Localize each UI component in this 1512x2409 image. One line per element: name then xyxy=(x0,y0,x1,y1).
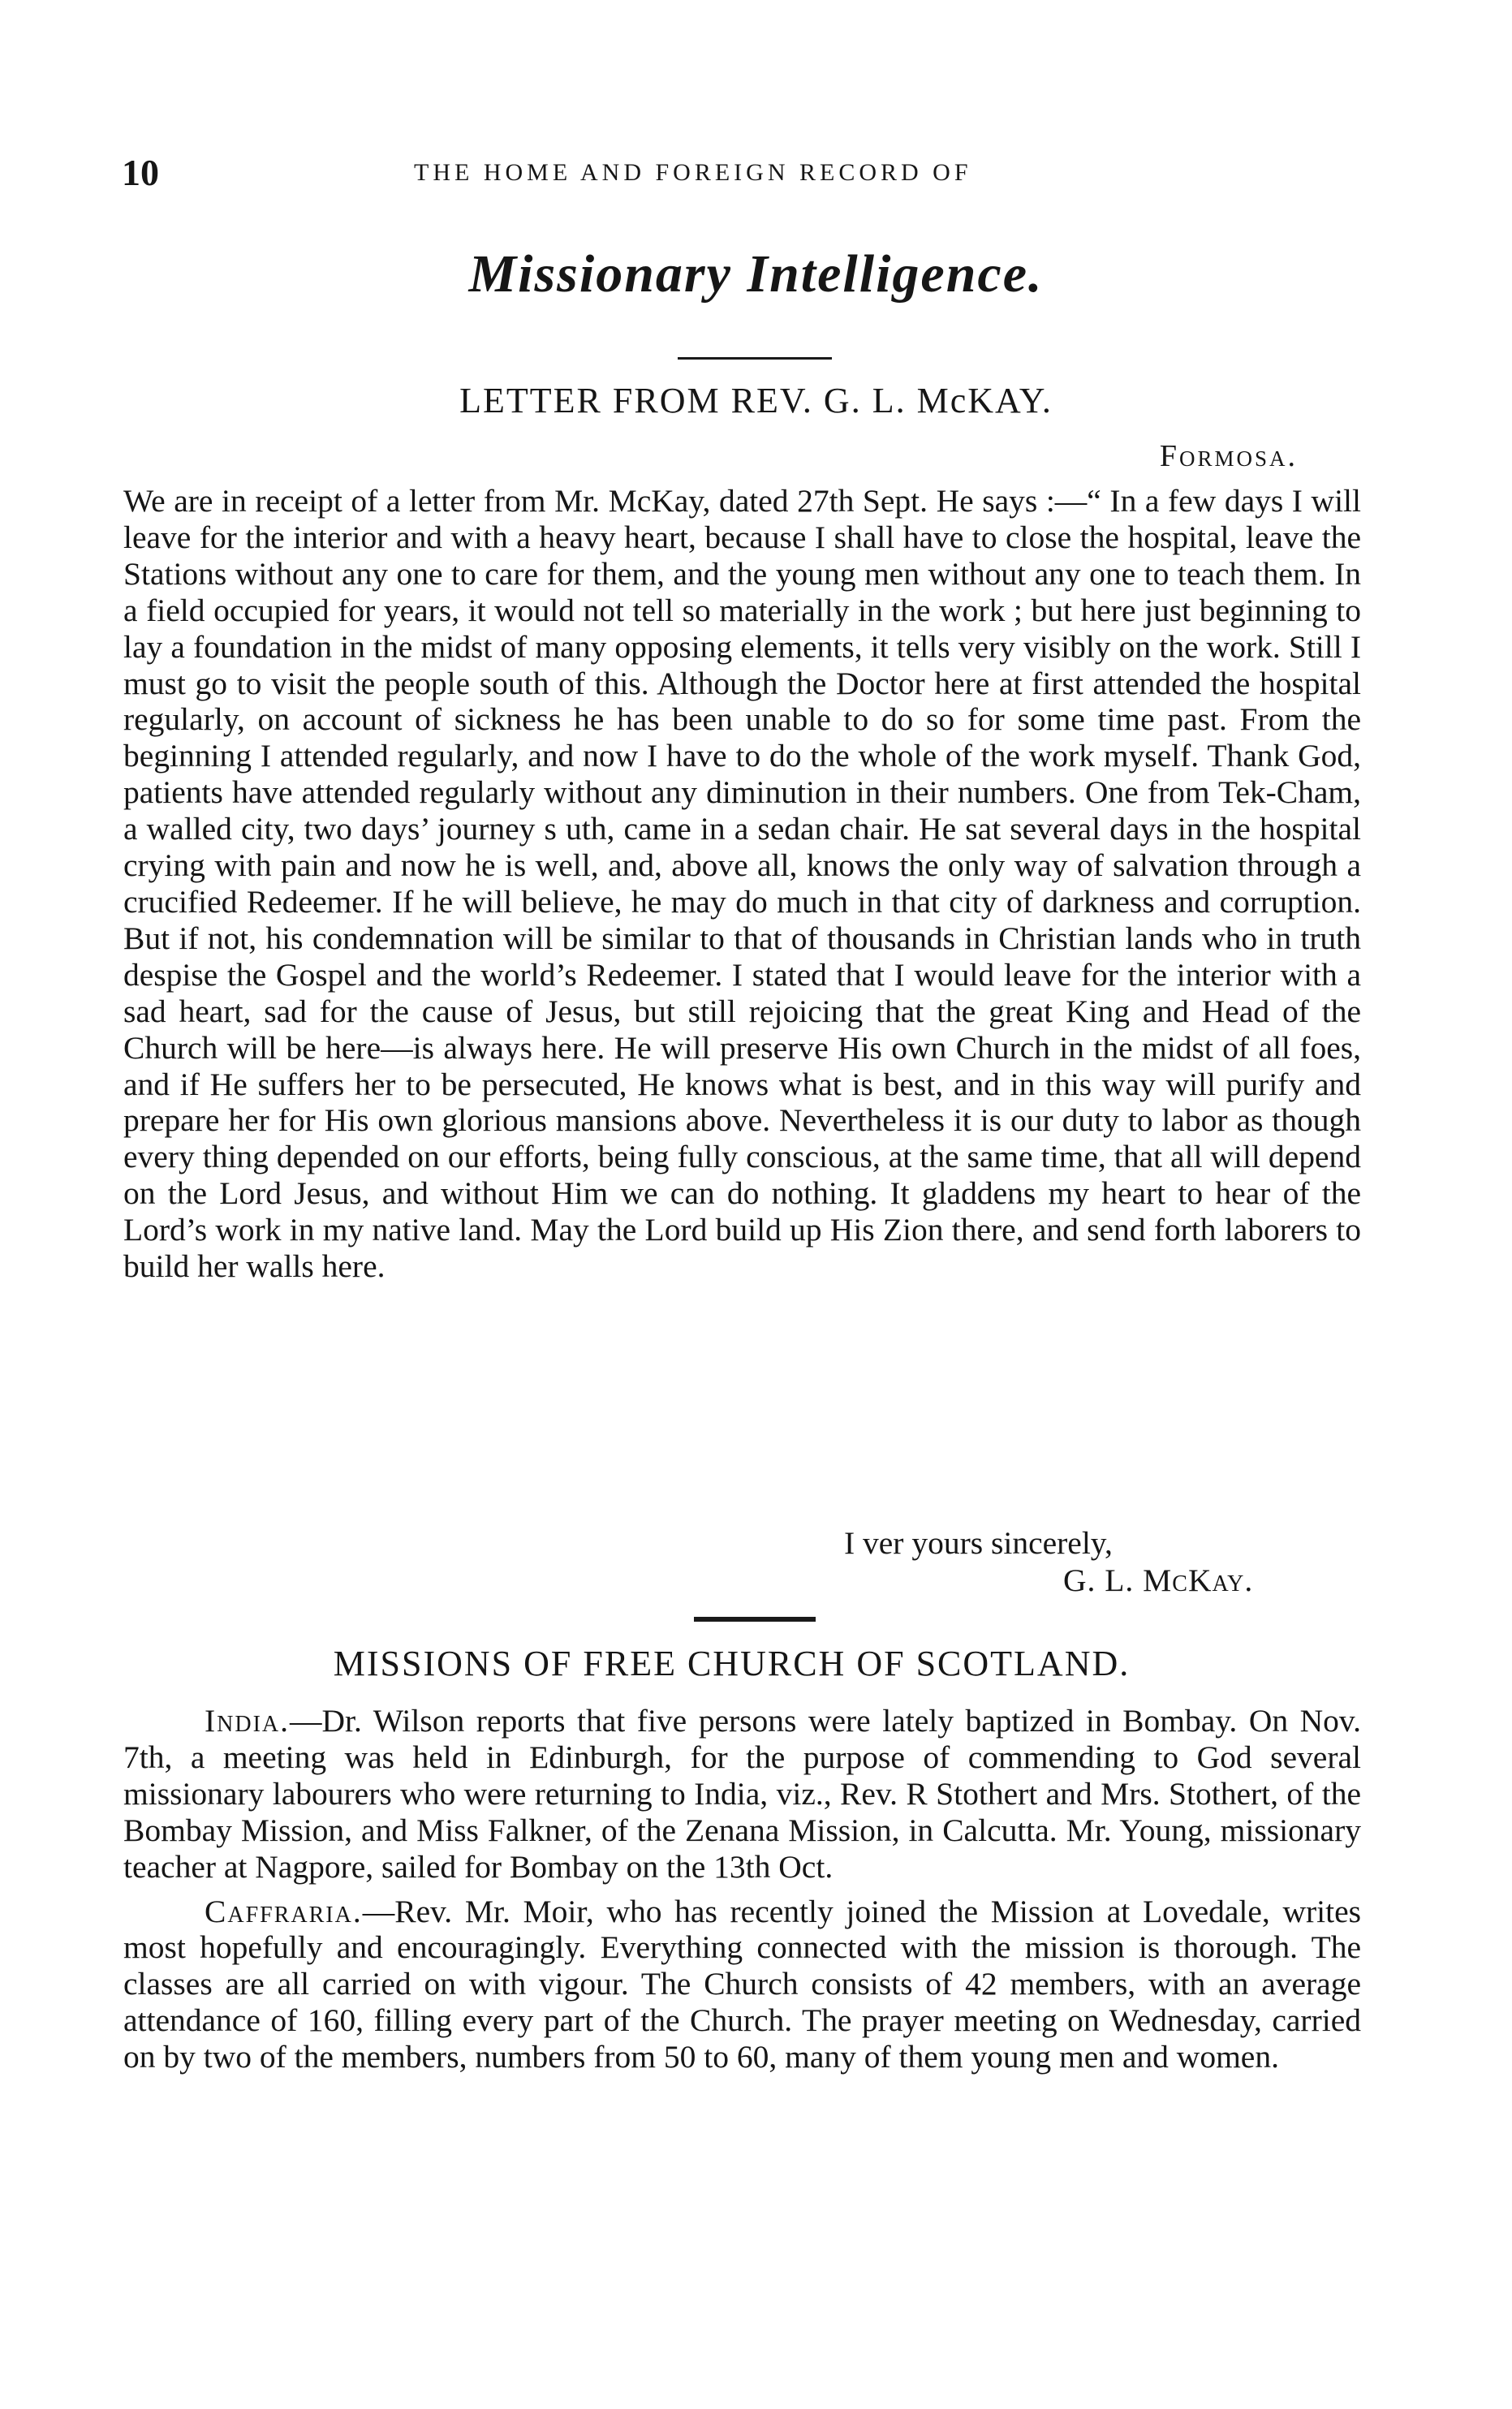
letter-place: Formosa. xyxy=(1159,439,1298,473)
letter-heading: LETTER FROM REV. G. L. McKAY. xyxy=(459,381,1053,420)
section-title: Missionary Intelligence. xyxy=(468,244,1044,304)
letter-signature: G. L. McKay. xyxy=(1063,1562,1254,1598)
paragraph-text: —Dr. Wilson reports that five persons were lately baptized in Bombay. On Nov. 7th, a meeting was held in Edinburgh, for the purpose of commending to God several missionary labourers who were returning to India, viz., Rev. R Stothert and Mrs. Stothert, of the Bombay Mission, and Miss Falkner, of the Zenana Mission, in Calcutta. Mr. Young, missionary teacher at Nagpore, sailed for Bombay on the 13th Oct. xyxy=(123,1703,1361,1885)
divider-rule xyxy=(678,357,832,360)
missions-heading: MISSIONS OF FREE CHURCH OF SCOTLAND. xyxy=(333,1644,1131,1683)
letter-closing: I ver yours sincerely, xyxy=(844,1525,1113,1561)
divider-rule xyxy=(694,1617,816,1622)
missions-paragraph xyxy=(123,1894,1361,2076)
missions-paragraph xyxy=(123,1703,1361,1885)
letter-body xyxy=(123,483,1361,1285)
paragraph-lead: Caffraria. xyxy=(205,1893,363,1929)
page-number: 10 xyxy=(122,152,159,193)
running-head xyxy=(122,151,1388,200)
letter-sign-off xyxy=(836,1524,1339,1599)
paragraph-text: —Rev. Mr. Moir, who has recently joined the Mission at Lovedale, writes most hopefully and encouragingly. Everything connected with the mission is thorough. The classes are all carried on with vigour. The Church consists of 42 members, with an average attendance of 160, filling every part of the Church. The prayer meeting on Wednesday, carried on by two of the members, numbers from 50 to 60, many of them young men and women. xyxy=(123,1893,1361,2075)
missions-body xyxy=(123,1703,1361,2075)
letter-paragraph: We are in receipt of a letter from Mr. McKay, dated 27th Sept. He says :—“ In a few days I will leave for the interior and with a heavy heart, because I shall have to close the hospital, leave the Stations without any one to care for them, and the young men without any one to teach them. In a field occupied for years, it would not tell so materially in the work ; but here just beginning to lay a foundation in the midst of many opposing elements, it tells very visibly on the work. Still I must go to visit the people south of this. Although the Doctor here at first attended the hospital regularly, on account of sickness he has been unable to do so for some time past. From the beginning I attended regularly, and now I have to do the whole of the work myself. Thank God, patients have attended regularly without any diminution in their numbers. One from Tek-Cham, a walled city, two days’ journey s uth, came in a sedan chair. He sat several days in the hospital crying with pain and now he is well, and, above all, knows the only way of salvation through a crucified Redeemer. If he will believe, he may do much in that city of darkness and corruption. But if not, his condemnation will be similar to that of thousands in Christian lands who in truth despise the Gospel and the world’s Redeemer. I stated that I would leave for the interior with a sad heart, sad for the cause of Jesus, but still rejoicing that the great King and Head of the Church will be here—is always here. He will preserve His own Church in the midst of all foes, and if He suffers her to be persecuted, He knows what is best, and in this way will purify and prepare her for His own glorious mansions above. Nevertheless it is our duty to labor as though every thing depended on our efforts, being fully conscious, at the same time, that all will depend on the Lord Jesus, and without Him we can do nothing. It gladdens my heart to hear of the Lord’s work in my native land. May the Lord build up His Zion there, and send forth laborers to build her walls here. xyxy=(123,483,1361,1285)
running-title: THE HOME AND FOREIGN RECORD OF xyxy=(414,159,972,186)
paragraph-lead: India. xyxy=(205,1703,291,1739)
